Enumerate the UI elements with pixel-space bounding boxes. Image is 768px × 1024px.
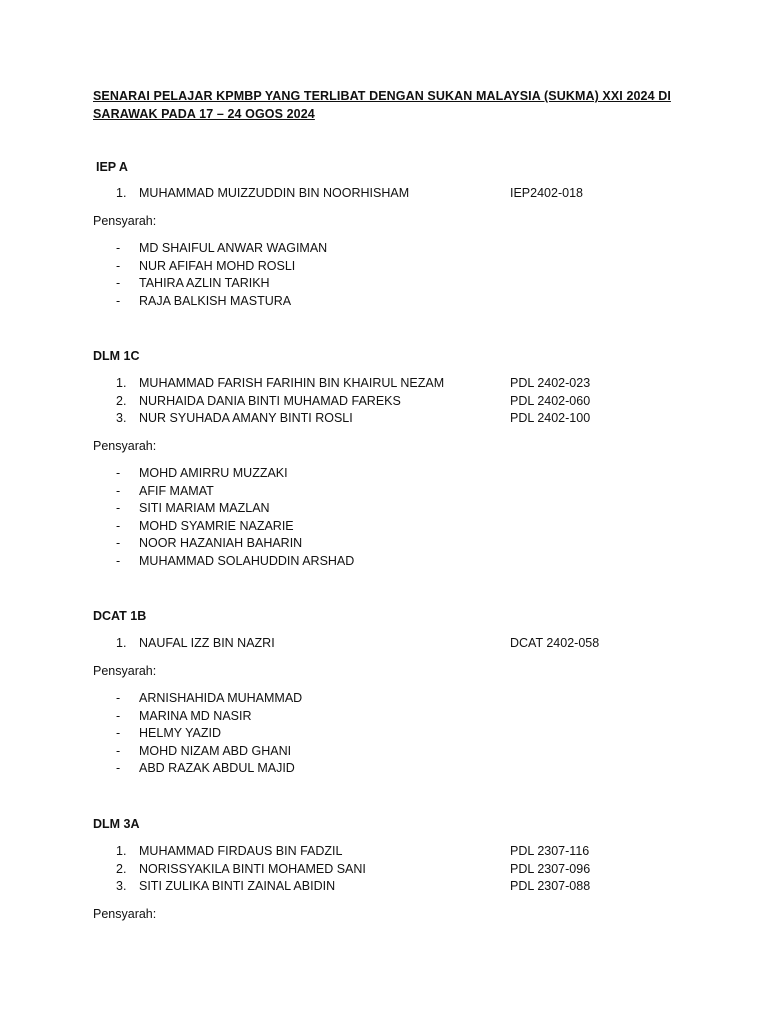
student-name: MUHAMMAD FARISH FARIHIN BIN KHAIRUL NEZAM: [139, 376, 445, 390]
list-dash: -: [116, 536, 121, 550]
list-dash: -: [116, 691, 121, 705]
list-dash: -: [116, 501, 121, 515]
lecturer-name: AFIF MAMAT: [139, 483, 214, 498]
list-dash: -: [116, 743, 121, 758]
list-dash: -: [116, 553, 121, 568]
lecturer-name: MUHAMMAD SOLAHUDDIN ARSHAD: [139, 553, 355, 568]
lecturer-name: NUR AFIFAH MOHD ROSLI: [139, 258, 296, 273]
lecturer-label: Pensyarah:: [93, 664, 157, 678]
student-id: PDL 2402-023: [510, 376, 591, 390]
student-name: MUHAMMAD MUIZZUDDIN BIN NOORHISHAM: [139, 186, 410, 200]
student-id: PDL 2402-100: [510, 411, 591, 425]
student-name: NURHAIDA DANIA BINTI MUHAMAD FAREKS: [139, 393, 401, 408]
lecturer-name: RAJA BALKISH MASTURA: [139, 293, 292, 308]
list-dash: -: [116, 293, 121, 308]
list-dash: -: [116, 483, 121, 498]
student-number: 3.: [116, 411, 127, 425]
student-number: 1.: [116, 844, 127, 858]
lecturer-name: NOOR HAZANIAH BAHARIN: [139, 536, 303, 550]
student-number: 1.: [116, 186, 127, 200]
student-name: SITI ZULIKA BINTI ZAINAL ABIDIN: [139, 879, 336, 893]
student-id: PDL 2307-088: [510, 879, 591, 893]
lecturer-name: MOHD SYAMRIE NAZARIE: [139, 518, 294, 533]
lecturer-name: ABD RAZAK ABDUL MAJID: [139, 761, 295, 775]
lecturer-name: MOHD NIZAM ABD GHANI: [139, 743, 292, 758]
list-dash: -: [116, 241, 121, 255]
student-id: PDL 2307-096: [510, 861, 591, 876]
student-number: 2.: [116, 393, 127, 408]
lecturer-name: MOHD AMIRRU MUZZAKI: [139, 466, 288, 480]
lecturer-name: SITI MARIAM MAZLAN: [139, 501, 270, 515]
lecturer-label: Pensyarah:: [93, 907, 157, 921]
section-heading: DCAT 1B: [93, 609, 147, 623]
student-name: NAUFAL IZZ BIN NAZRI: [139, 636, 275, 650]
lecturer-name: MARINA MD NASIR: [139, 708, 252, 723]
list-dash: -: [116, 466, 121, 480]
section-heading: DLM 3A: [93, 817, 140, 831]
list-dash: -: [116, 518, 121, 533]
list-dash: -: [116, 276, 121, 290]
section-heading: DLM 1C: [93, 349, 140, 363]
lecturer-name: MD SHAIFUL ANWAR WAGIMAN: [139, 241, 328, 255]
list-dash: -: [116, 726, 121, 740]
page-title: SENARAI PELAJAR KPMBP YANG TERLIBAT DENGAN SUKAN MALAYSIA (SUKMA) XXI 2024 DI SARAWAK PADA 17 – 24 OGOS 2024: [93, 89, 671, 121]
lecturer-name: TAHIRA AZLIN TARIKH: [139, 276, 270, 290]
student-number: 3.: [116, 879, 127, 893]
student-id: PDL 2402-060: [510, 393, 591, 408]
student-number: 1.: [116, 636, 127, 650]
student-number: 1.: [116, 376, 127, 390]
list-dash: -: [116, 708, 121, 723]
lecturer-name: ARNISHAHIDA MUHAMMAD: [139, 691, 303, 705]
student-name: NORISSYAKILA BINTI MOHAMED SANI: [139, 861, 366, 876]
student-id: PDL 2307-116: [510, 844, 590, 858]
student-name: MUHAMMAD FIRDAUS BIN FADZIL: [139, 844, 343, 858]
student-number: 2.: [116, 861, 127, 876]
lecturer-label: Pensyarah:: [93, 214, 157, 228]
lecturer-name: HELMY YAZID: [139, 726, 221, 740]
student-id: DCAT 2402-058: [510, 636, 600, 650]
lecturer-label: Pensyarah:: [93, 439, 157, 453]
list-dash: -: [116, 761, 121, 775]
section-heading: IEP A: [96, 160, 128, 174]
student-name: NUR SYUHADA AMANY BINTI ROSLI: [139, 411, 353, 425]
student-id: IEP2402-018: [510, 186, 583, 200]
list-dash: -: [116, 258, 121, 273]
